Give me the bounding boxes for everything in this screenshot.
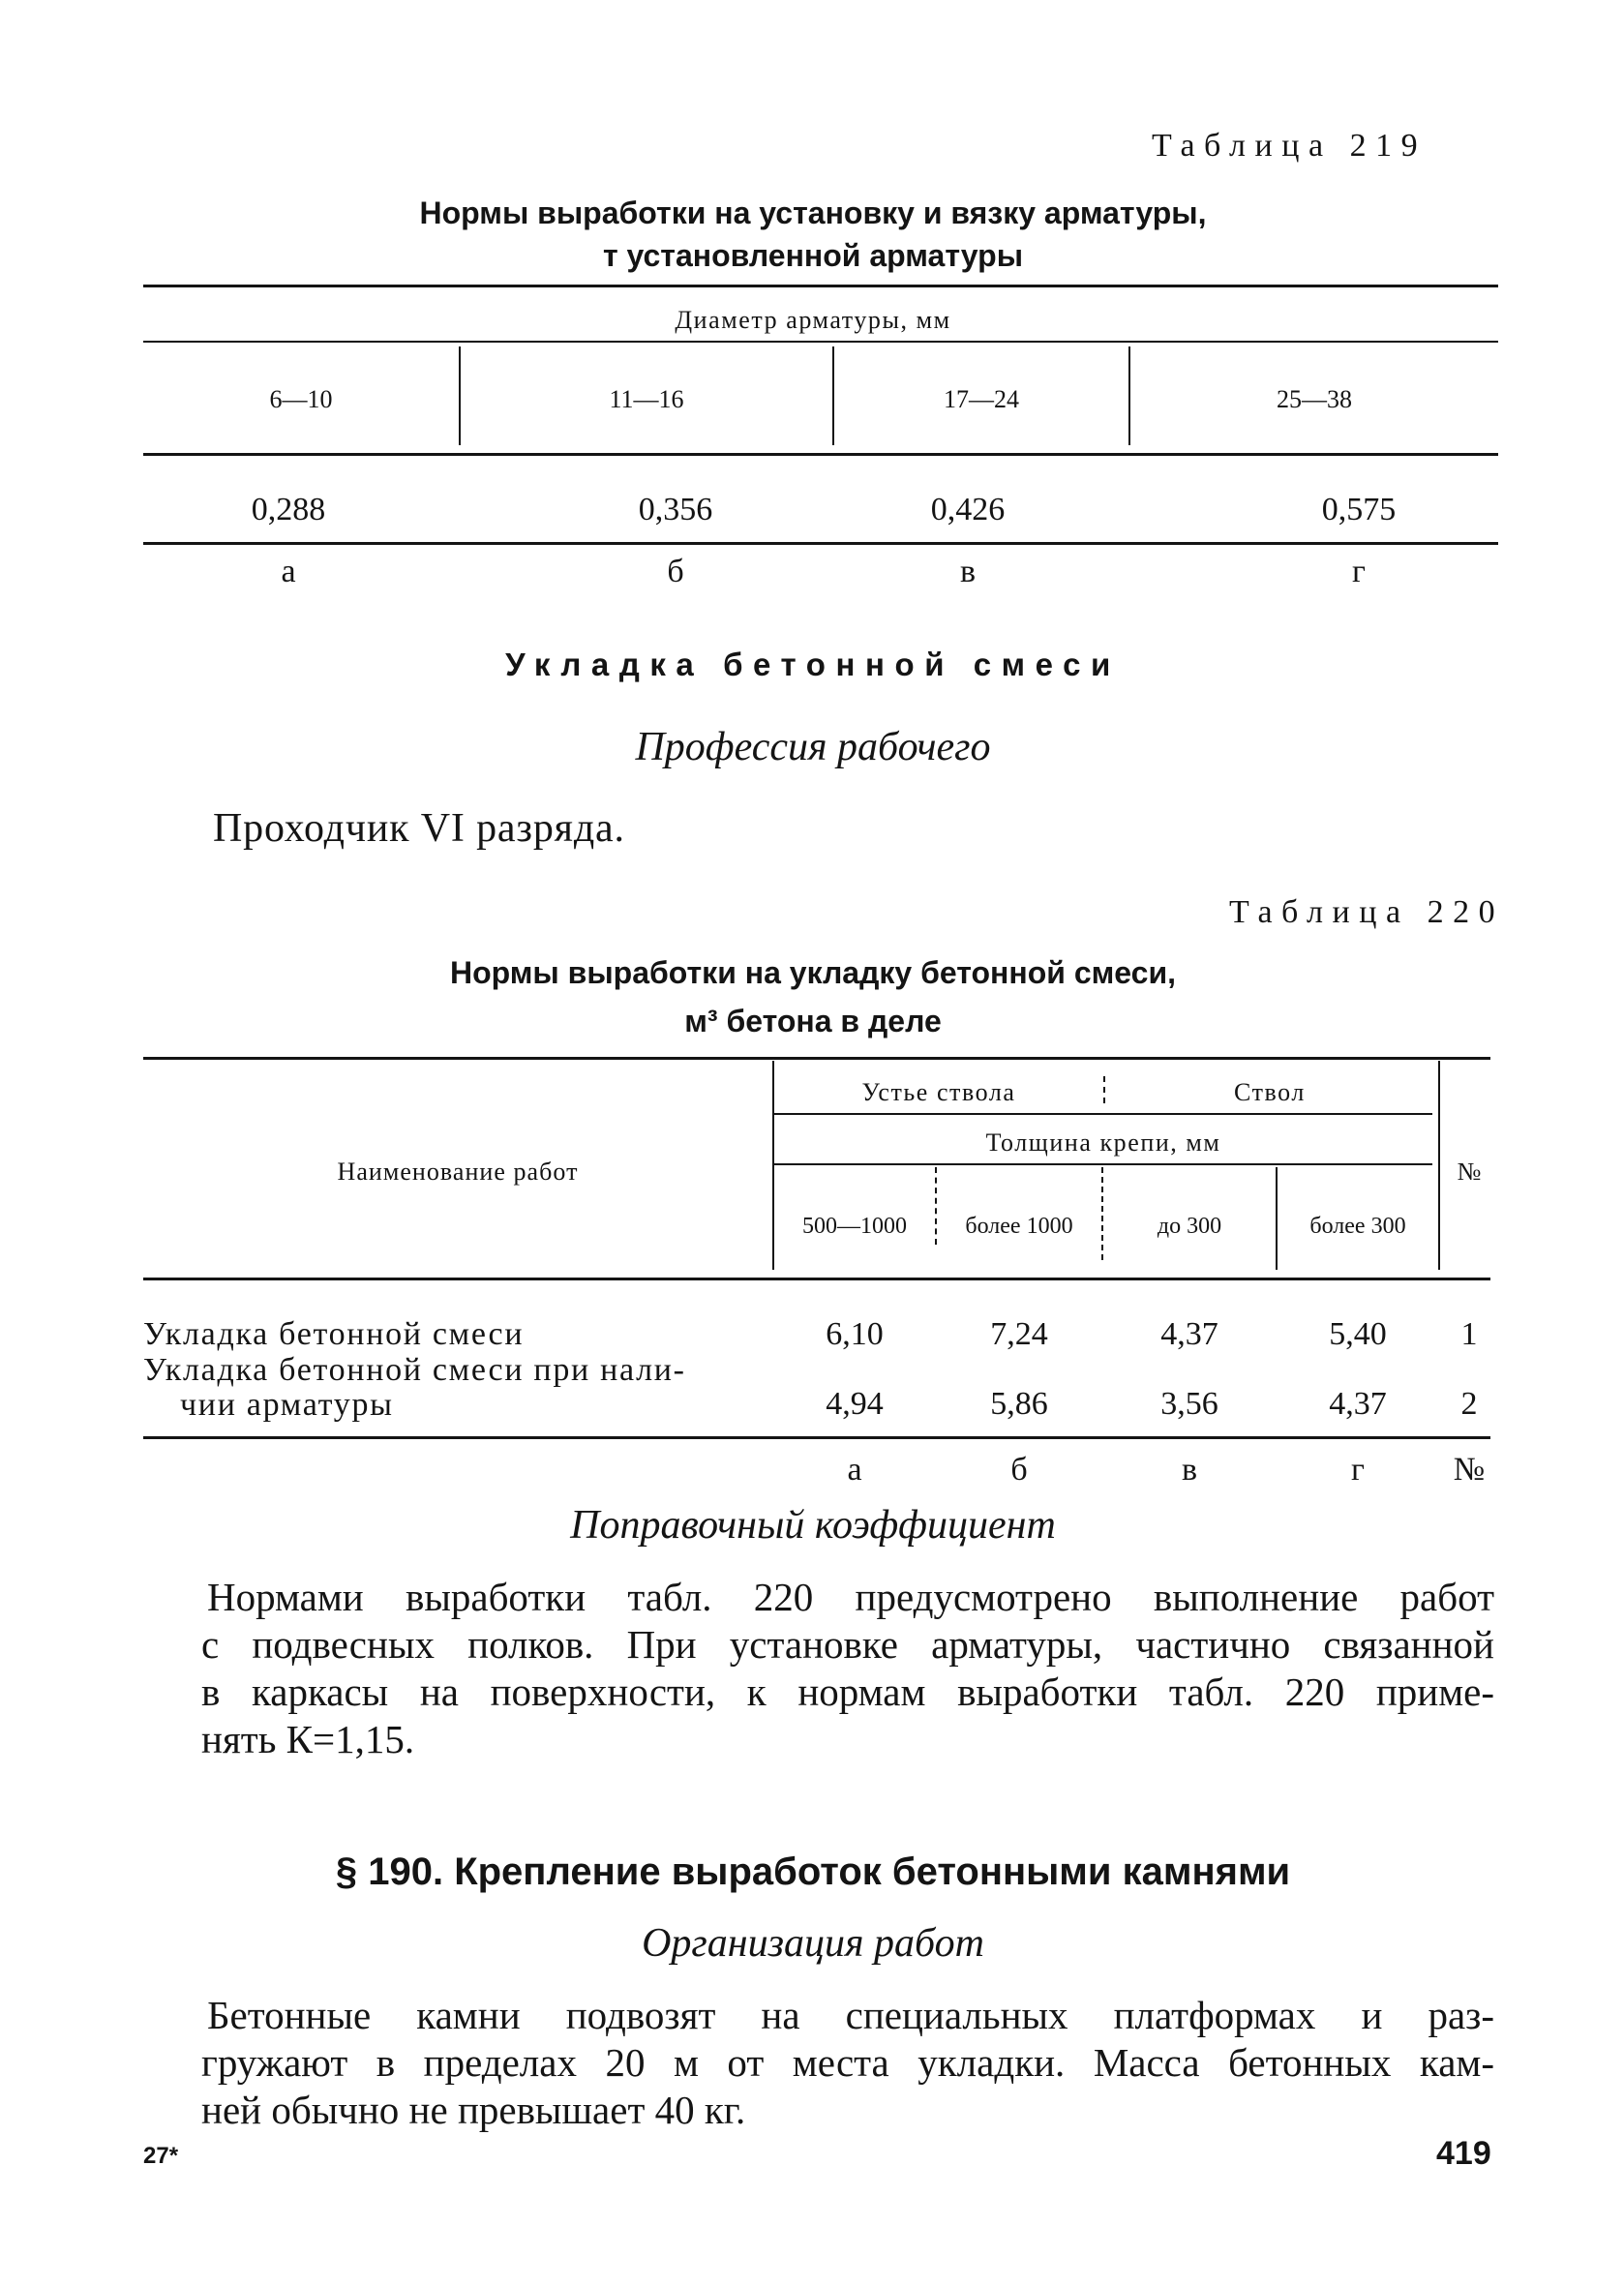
- table-219-col-6-10: 6—10: [269, 385, 333, 413]
- table-219-title-line2: т установленной арматуры: [602, 238, 1024, 273]
- subheading-worker-profession: Профессия рабочего: [635, 725, 991, 769]
- table-219-title: [290, 192, 1336, 277]
- table-219-value-g: 0,575: [1321, 492, 1397, 527]
- table-220-letter-b: б: [1010, 1452, 1028, 1488]
- table-220-row-1-value-a: 6,10: [826, 1316, 884, 1352]
- table-220-row-1-name: Укладка бетонной смеси: [143, 1316, 525, 1352]
- table-219-body-rule: [143, 453, 1498, 456]
- table-220-subheader-rule: [774, 1163, 1432, 1165]
- table-220-thickness-header: Толщина крепи, мм: [985, 1128, 1221, 1157]
- table-220-group-shaft: Ствол: [1234, 1078, 1306, 1106]
- table-220-group-mouth: Устье ствола: [861, 1078, 1016, 1106]
- correction-line-2: с подвесных полков. При установке арматуры, частично связанной: [201, 1622, 1494, 1667]
- section-190-line-3: ней обычно не превышает 40 кг.: [201, 2088, 746, 2132]
- table-220-letter-v: в: [1181, 1452, 1198, 1488]
- table-219-col-25-38: 25—38: [1277, 385, 1352, 413]
- table-220-letter-g: г: [1351, 1452, 1365, 1488]
- table-220-sub-500-1000: 500—1000: [802, 1214, 907, 1239]
- table-220-sub-over-1000: более 1000: [965, 1214, 1073, 1239]
- table-220-row-2-value-g: 4,37: [1329, 1386, 1387, 1422]
- table-219-letter-a: а: [281, 554, 296, 589]
- table-220-title: [290, 948, 1336, 1045]
- table-220-row-2-value-b: 5,86: [990, 1386, 1048, 1422]
- table-220-title-line1: Нормы выработки на укладку бетонной смеси,: [449, 955, 1177, 990]
- table-220-row-1-value-b: 7,24: [990, 1316, 1048, 1352]
- table-220-letter-a: а: [847, 1452, 862, 1488]
- section-190-line-2: гружают в пределах 20 м от места укладки. Масса бетонных кам-: [201, 2040, 1494, 2085]
- table-219-letter-v: в: [959, 554, 977, 589]
- table-219-col-11-16: 11—16: [609, 385, 684, 413]
- table-220-row-2-name: [143, 1353, 686, 1423]
- correction-line-3: в каркасы на поверхности, к нормам выработки табл. 220 приме-: [201, 1669, 1494, 1714]
- table-220-row-2-name-line2: чии арматуры: [180, 1387, 394, 1423]
- subheading-correction-coefficient: Поправочный коэффициент: [570, 1503, 1056, 1548]
- table-219-value-b: 0,356: [638, 492, 713, 527]
- table-220-title-line2: м³ бетона в деле: [684, 1004, 942, 1038]
- table-220-num-header: №: [1457, 1158, 1482, 1186]
- table-220-label: Таблица 220: [1229, 894, 1505, 930]
- table-220-bottom-rule: [143, 1436, 1490, 1439]
- table-219-bottom-rule: [143, 542, 1498, 545]
- table-220-top-rule: [143, 1057, 1490, 1060]
- signature-mark: 27*: [143, 2143, 179, 2169]
- table-220-row-1-value-g: 5,40: [1329, 1316, 1387, 1352]
- section-190-line-1: Бетонные камни подвозят на специальных платформах и раз-: [207, 1993, 1494, 2037]
- table-219-top-rule: [143, 285, 1498, 287]
- table-220-row-2-name-line1: Укладка бетонной смеси при нали-: [143, 1352, 686, 1388]
- correction-paragraph: [201, 1574, 1494, 1763]
- worker-profession-text: Проходчик VI разряда.: [213, 806, 625, 851]
- table-219-label: Таблица 219: [1152, 128, 1428, 164]
- table-219-letter-b: б: [667, 554, 684, 589]
- table-220-header-bottom-rule: [143, 1278, 1490, 1280]
- section-190-paragraph: [201, 1992, 1494, 2134]
- section-heading-concrete-laying: Укладка бетонной смеси: [505, 647, 1121, 682]
- table-220-group-rule: [774, 1113, 1432, 1115]
- table-220-row-1-num: 1: [1460, 1316, 1478, 1352]
- table-219-col-17-24: 17—24: [944, 385, 1019, 413]
- table-220-row-2-value-a: 4,94: [826, 1386, 884, 1422]
- section-190-heading: § 190. Крепление выработок бетонными камнями: [335, 1850, 1291, 1893]
- table-220-num-footer: №: [1453, 1452, 1486, 1488]
- table-220-col-name-header: Наименование работ: [337, 1158, 579, 1186]
- correction-line-1: Нормами выработки табл. 220 предусмотрено выполнение работ: [207, 1575, 1494, 1619]
- table-219-value-a: 0,288: [251, 492, 326, 527]
- table-220-sub-to-300: до 300: [1157, 1214, 1222, 1239]
- table-220-sub-over-300: более 300: [1309, 1214, 1406, 1239]
- page-number: 419: [1436, 2135, 1491, 2172]
- table-219-header: Диаметр арматуры, мм: [675, 306, 951, 334]
- table-220-row-2-value-v: 3,56: [1160, 1386, 1218, 1422]
- correction-line-4: нять К=1,15.: [201, 1717, 415, 1761]
- subheading-work-organization: Организация работ: [642, 1921, 984, 1966]
- table-219-letter-g: г: [1352, 554, 1366, 589]
- table-219-value-v: 0,426: [930, 492, 1006, 527]
- table-220-row-1-value-v: 4,37: [1160, 1316, 1218, 1352]
- table-219-title-line1: Нормы выработки на установку и вязку арматуры,: [419, 196, 1207, 230]
- table-219-header-rule: [143, 341, 1498, 343]
- table-220-row-2-num: 2: [1460, 1386, 1478, 1422]
